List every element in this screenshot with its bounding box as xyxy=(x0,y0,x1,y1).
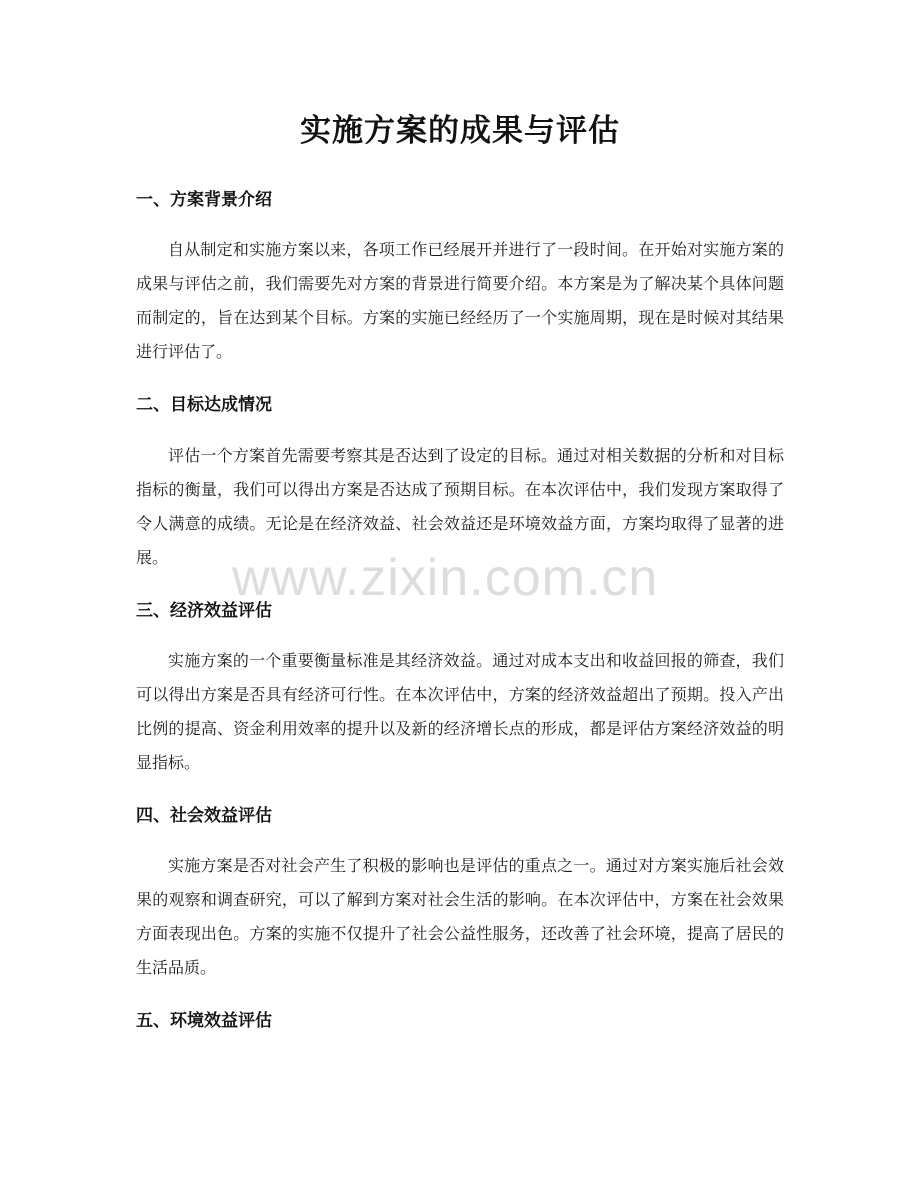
section-paragraph: 实施方案的一个重要衡量标准是其经济效益。通过对成本支出和收益回报的筛查，我们可以得出方案是否具有经济可行性。在本次评估中，方案的经济效益超出了预期。投入产出比例的提高、资金利用效率的提升以及新的经济增长点的形成，都是评估方案经济效益的明显指标。 xyxy=(136,651,784,772)
document-title: 实施方案的成果与评估 xyxy=(300,113,620,149)
section-economic-benefit xyxy=(136,598,784,780)
section-paragraph: 实施方案是否对社会产生了积极的影响也是评估的重点之一。通过对方案实施后社会效果的观察和调查研究，可以了解到方案对社会生活的影响。在本次评估中，方案在社会效果方面表现出色。方案的实施不仅提升了社会公益性服务，还改善了社会环境，提高了居民的生活品质。 xyxy=(136,856,784,977)
section-background xyxy=(136,187,784,369)
section-paragraph: 评估一个方案首先需要考察其是否达到了设定的目标。通过对相关数据的分析和对目标指标的衡量，我们可以得出方案是否达成了预期目标。在本次评估中，我们发现方案取得了令人满意的成绩。无论是在经济效益、社会效益还是环境效益方面，方案均取得了显著的进展。 xyxy=(136,446,784,567)
watermark: www.zixin.com.cn xyxy=(232,549,659,607)
section-heading: 二、目标达成情况 xyxy=(136,395,272,415)
section-paragraph: 自从制定和实施方案以来，各项工作已经展开并进行了一段时间。在开始对实施方案的成果与评估之前，我们需要先对方案的背景进行简要介绍。本方案是为了解决某个具体问题而制定的，旨在达到某个目标。方案的实施已经经历了一个实施周期，现在是时候对其结果进行评估了。 xyxy=(136,240,784,361)
section-goal-achievement xyxy=(136,392,784,575)
section-heading: 三、经济效益评估 xyxy=(136,601,272,621)
section-environmental-benefit xyxy=(136,1008,784,1034)
section-social-benefit xyxy=(136,803,784,985)
section-heading: 一、方案背景介绍 xyxy=(136,190,272,210)
section-heading: 四、社会效益评估 xyxy=(136,806,272,826)
section-heading: 五、环境效益评估 xyxy=(136,1011,272,1031)
